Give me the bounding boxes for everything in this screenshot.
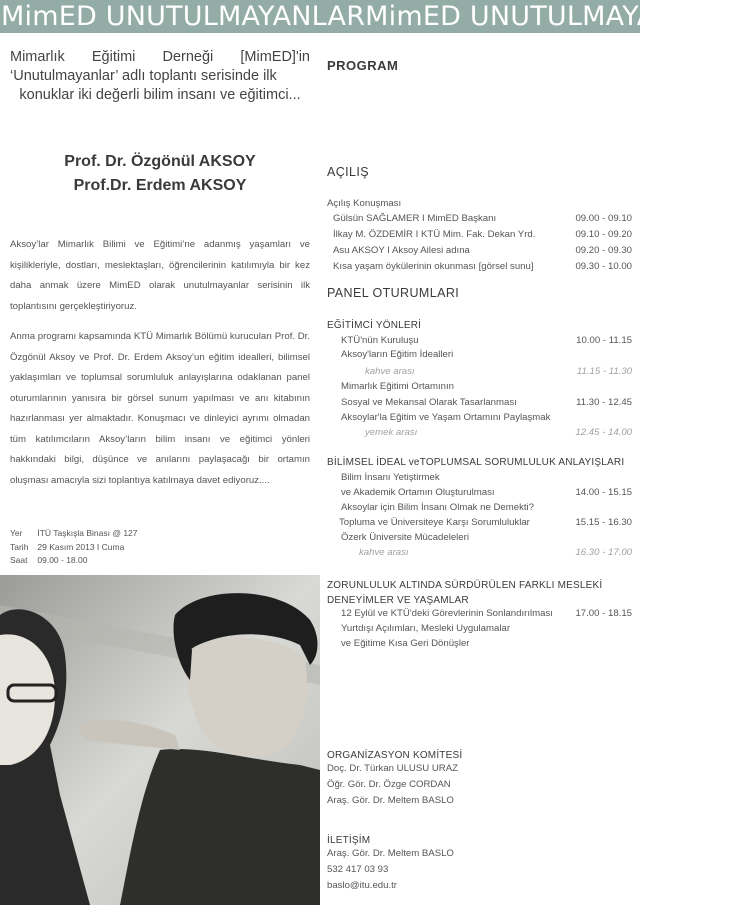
schedule-row	[327, 636, 632, 652]
schedule-row	[327, 621, 632, 637]
session-title: Bilim İnsanı Yetiştirmek	[341, 472, 440, 483]
honorees-photo	[0, 575, 320, 905]
session-title: Özerk Üniversite Mücadeleleri	[341, 532, 469, 543]
session-time: 15.15 - 16.30	[575, 517, 632, 528]
paragraph-1: Aksoy’lar Mimarlık Bilimi ve Eğitimi’ne adanmış yaşamları ve kişilikleriyle, dostları, meslektaşları, öğrencilerinin katılımıyla bir kez daha anmak üzere MimED olarak unutulmayanlar serisinin ilk toplantısını gerçekleştiriyoruz.	[10, 239, 310, 312]
break-title: yemek arası	[365, 427, 418, 438]
session-3-heading-line-2: DENEYİMLER VE YAŞAMLAR	[327, 595, 469, 606]
schedule-row	[327, 410, 632, 426]
intro-line-1: Mimarlık Eğitimi Derneği [MimED]'in ‘Unutulmayanlar’ adlı toplantı serisinde ilk	[10, 49, 310, 84]
schedule-row	[327, 515, 632, 531]
session-title: Yurtdışı Açılımları, Mesleki Uygulamalar	[341, 623, 511, 634]
session-3-heading	[327, 578, 632, 608]
schedule-row	[327, 227, 632, 243]
session-time: 09.00 - 09.10	[575, 213, 632, 224]
date-value: 29 Kasım 2013 I Cuma	[37, 541, 125, 552]
schedule-row	[327, 485, 632, 501]
session-title: Mimarlık Eğitimi Ortamının	[341, 381, 455, 392]
contact-phone[interactable]: 532 417 03 93	[327, 864, 389, 875]
session-time: 11.30 - 12.45	[576, 397, 632, 408]
break-time: 12.45 - 14.00	[575, 427, 632, 438]
session-time: 09.30 - 10.00	[575, 261, 632, 272]
schedule-row	[327, 259, 632, 275]
honoree-1: Prof. Dr. Özgönül AKSOY	[64, 153, 256, 170]
committee-member: Öğr. Gör. Dr. Özge CORDAN	[327, 779, 451, 790]
place-value: İTÜ Taşkışla Binası @ 127	[37, 528, 138, 538]
session-time: 10.00 - 11.15	[576, 335, 632, 346]
break-row	[327, 425, 632, 441]
honorees	[0, 150, 320, 198]
session-title: Gülsün SAĞLAMER I MimED Başkanı	[333, 213, 497, 224]
place-row	[10, 527, 138, 541]
committee-heading: ORGANİZASYON KOMİTESİ	[327, 750, 463, 761]
schedule-row	[327, 395, 632, 411]
session-time: 17.00 - 18.15	[575, 608, 632, 619]
title-banner	[0, 0, 729, 33]
break-time: 16.30 - 17.00	[575, 547, 632, 558]
session-title: Aksoylar için Bilim İnsanı Olmak ne Demekti?	[341, 502, 535, 513]
contact-email[interactable]: baslo@itu.edu.tr	[327, 880, 398, 891]
honoree-2: Prof.Dr. Erdem AKSOY	[73, 177, 247, 194]
break-title: kahve arası	[359, 547, 409, 558]
schedule-row	[327, 500, 632, 516]
date-label: Tarih	[10, 541, 29, 552]
session-time: 09.20 - 09.30	[575, 245, 632, 256]
schedule-row	[327, 243, 632, 259]
contact-section	[327, 835, 632, 894]
session-time: 09.10 - 09.20	[575, 229, 632, 240]
place-label: Yer	[10, 528, 23, 538]
session-time: 14.00 - 15.15	[575, 487, 632, 498]
schedule-row	[327, 530, 632, 546]
date-row	[10, 541, 138, 555]
session-title: İlkay M. ÖZDEMİR I KTÜ Mim. Fak. Dekan Yrd.	[333, 229, 536, 240]
break-row	[327, 364, 632, 380]
session-1-heading: EĞİTİMCİ YÖNLERİ	[327, 320, 422, 331]
event-details	[10, 527, 138, 568]
session-title: KTÜ'nün Kuruluşu	[341, 335, 419, 346]
time-label: Saat	[10, 555, 28, 565]
banner-text: MimED UNUTULMAYANLARMimED UNUTULMAYANLAR	[1, 1, 729, 32]
committee-member: Doç. Dr. Türkan ULUSU URAZ	[327, 763, 458, 774]
opening-heading: AÇILIŞ	[327, 165, 369, 179]
session-title: Aksoy'ların Eğitim İdealleri	[341, 349, 454, 360]
committee-section	[327, 750, 632, 809]
session-2-heading: BİLİMSEL İDEAL veTOPLUMSAL SORUMLULUK ANLAYIŞLARI	[327, 457, 625, 468]
session-title: Kısa yaşam öykülerinin okunması [görsel sunu]	[333, 261, 534, 272]
program-heading: PROGRAM	[327, 58, 399, 73]
contact-name: Araş. Gör. Dr. Meltem BASLO	[327, 848, 454, 859]
schedule-row	[327, 470, 632, 486]
session-title: 12 Eylül ve KTÜ'deki Görevlerinin Sonlandırılması	[341, 608, 553, 619]
schedule-row	[327, 211, 632, 227]
break-time: 11.15 - 11.30	[576, 366, 632, 377]
contact-heading: İLETİŞİM	[327, 835, 371, 846]
session-title: Asu AKSOY I Aksoy Ailesi adına	[333, 245, 470, 256]
schedule-row	[327, 379, 632, 395]
session-title: ve Akademik Ortamın Oluşturulması	[341, 487, 495, 498]
time-value: 09.00 - 18.00	[37, 555, 88, 565]
intro-line-2: konuklar iki değerli bilim insanı ve eğitimci...	[19, 87, 301, 103]
session-title: Topluma ve Üniversiteye Karşı Sorumluluklar	[339, 517, 530, 528]
panel-heading: PANEL OTURUMLARI	[327, 286, 460, 300]
paragraph-2: Anma programı kapsamında KTÜ Mimarlık Bölümü kurucuları Prof. Dr. Özgönül Aksoy ve Prof. Dr. Erdem Aksoy’un eğitim idealleri, bilimsel yaklaşımları ve toplumsal sorumluluk anlayışlarına odaklanan panel oturumlarının yanısıra bir görsel sunum yapılması ve anı kitabının hazırlanması yer almaktadır. Konuşmacı ve dinleyici ayrımı olmadan tüm katılımcıların Aksoy’ların bilim insanı ve eğitimci yönleri hakkındaki bilgi, düşünce ve anılarını paylaşacağı bir ortamın oluşması amacıyla sizi toplantıya katılmaya davet ediyoruz....	[10, 331, 310, 486]
break-title: kahve arası	[365, 366, 415, 377]
intro-text	[10, 48, 310, 105]
session-3-heading-line-1: ZORUNLULUK ALTINDA SÜRDÜRÜLEN FARKLI MESLEKİ	[327, 580, 603, 591]
session-title: Sosyal ve Mekansal Olarak Tasarlanması	[341, 397, 517, 408]
opening-subheading: Açılış Konuşması	[327, 198, 402, 209]
time-row	[10, 554, 138, 568]
break-row	[327, 545, 632, 561]
session-title: Aksoylar'la Eğitim ve Yaşam Ortamını Paylaşmak	[341, 412, 551, 423]
committee-member: Araş. Gör. Dr. Meltem BASLO	[327, 795, 454, 806]
photo-illustration	[0, 575, 320, 905]
schedule-row	[327, 347, 632, 363]
session-title: ve Eğitime Kısa Geri Dönüşler	[341, 638, 470, 649]
schedule-row	[327, 606, 632, 622]
